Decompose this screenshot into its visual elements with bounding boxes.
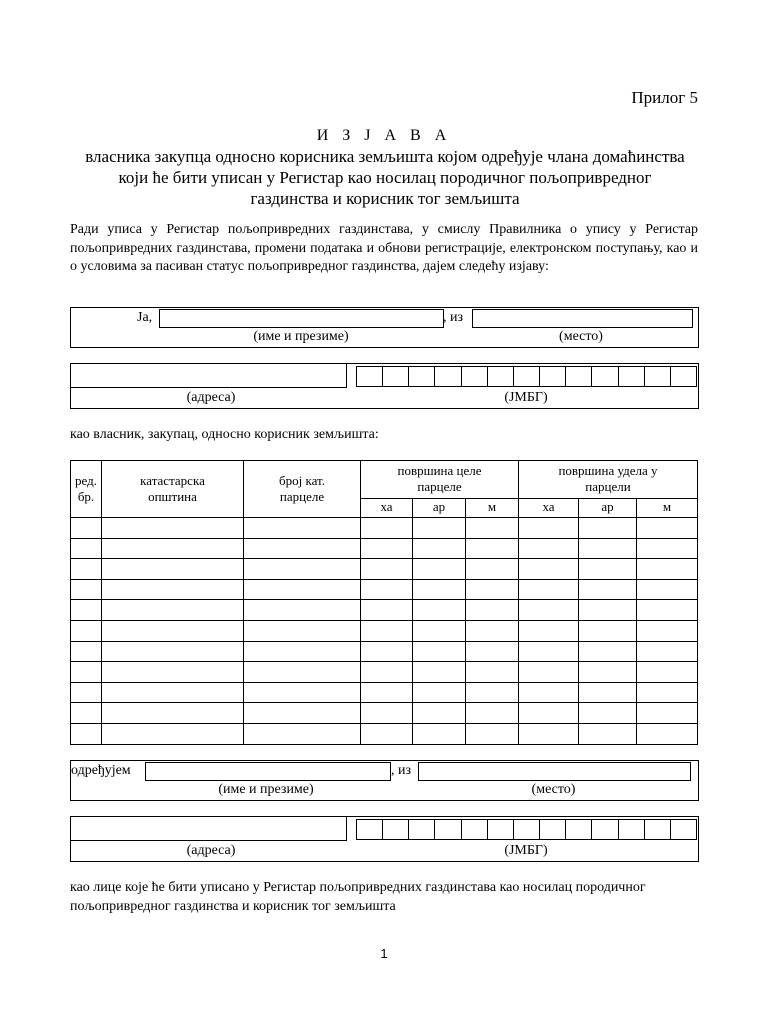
iz-label: , из — [391, 763, 412, 778]
designee-address-input[interactable] — [70, 816, 347, 841]
col-header-parcel: број кат. парцеле — [244, 461, 361, 518]
owner-statement: као власник, закупац, односно корисник земљишта: — [70, 427, 379, 442]
page-subtitle: власника закупца односно корисника земљишта којом одређује члана домаћинства који ће бити уписан у Регистар као носилац породичног пољопривредног газдинства и корисник тог земљишта — [85, 147, 685, 208]
annex-label: Прилог 5 — [631, 88, 698, 107]
place-caption: (место) — [559, 329, 603, 344]
declarant-name-box — [70, 307, 699, 348]
designee-name-box — [70, 760, 699, 801]
designee-name-input[interactable] — [145, 762, 391, 781]
page-number: 1 — [380, 946, 388, 961]
table-row — [71, 662, 698, 683]
table-row — [71, 703, 698, 724]
jmbg-caption: (ЈМБГ) — [504, 843, 548, 858]
col-header-m: м — [466, 499, 519, 518]
declarant-address-input[interactable] — [70, 363, 347, 388]
place-caption: (место) — [531, 782, 576, 797]
table-row — [71, 600, 698, 621]
col-header-ha: ха — [519, 499, 579, 518]
col-header-ar: ар — [413, 499, 466, 518]
col-header-share-area: површина удела у парцели — [519, 461, 698, 499]
iz-label: , из — [443, 310, 464, 325]
designee-place-input[interactable] — [418, 762, 691, 781]
declarant-jmbg-input[interactable] — [356, 366, 697, 387]
table-row — [71, 723, 698, 744]
table-row — [71, 682, 698, 703]
table-row — [71, 538, 698, 559]
table-row — [71, 579, 698, 600]
parcels-table — [70, 460, 698, 745]
col-header-ar: ар — [579, 499, 637, 518]
name-caption: (име и презиме) — [218, 782, 314, 797]
table-row — [71, 641, 698, 662]
table-row — [71, 559, 698, 580]
jmbg-caption: (ЈМБГ) — [504, 390, 548, 405]
declarant-address-box — [70, 363, 699, 409]
designee-address-box — [70, 816, 699, 862]
col-header-cadastral: катастарска општина — [102, 461, 244, 518]
page-title: И З Ј А В А — [316, 127, 452, 144]
ja-label: Ја, — [137, 310, 153, 325]
address-caption: (адреса) — [186, 843, 236, 858]
odredjujem-label: одређујем — [71, 763, 131, 778]
closing-statement: као лице које ће бити уписано у Регистар пољопривредних газдинстава као носилац породичног пољопривредног газдинства и корисник тог земљишта — [70, 880, 646, 914]
designee-jmbg-input[interactable] — [356, 819, 697, 840]
declarant-name-input[interactable] — [159, 309, 444, 328]
address-caption: (адреса) — [186, 390, 236, 405]
declarant-place-input[interactable] — [472, 309, 693, 328]
intro-paragraph: Ради уписа у Регистар пољопривредних газдинстава, у смислу Правилника о упису у Регистар пољопривредних газдинстава, промени података и обнови регистрације, електронском поступању, као и о условима за пасиван статус пољопривредног газдинства, дајем следећу изјаву: — [70, 222, 698, 275]
name-caption: (име и презиме) — [253, 329, 349, 344]
table-row — [71, 518, 698, 539]
col-header-whole-area: површина целе парцеле — [361, 461, 519, 499]
col-header-number: ред. бр. — [71, 461, 102, 518]
col-header-ha: ха — [361, 499, 413, 518]
table-row — [71, 620, 698, 641]
col-header-m: м — [637, 499, 698, 518]
